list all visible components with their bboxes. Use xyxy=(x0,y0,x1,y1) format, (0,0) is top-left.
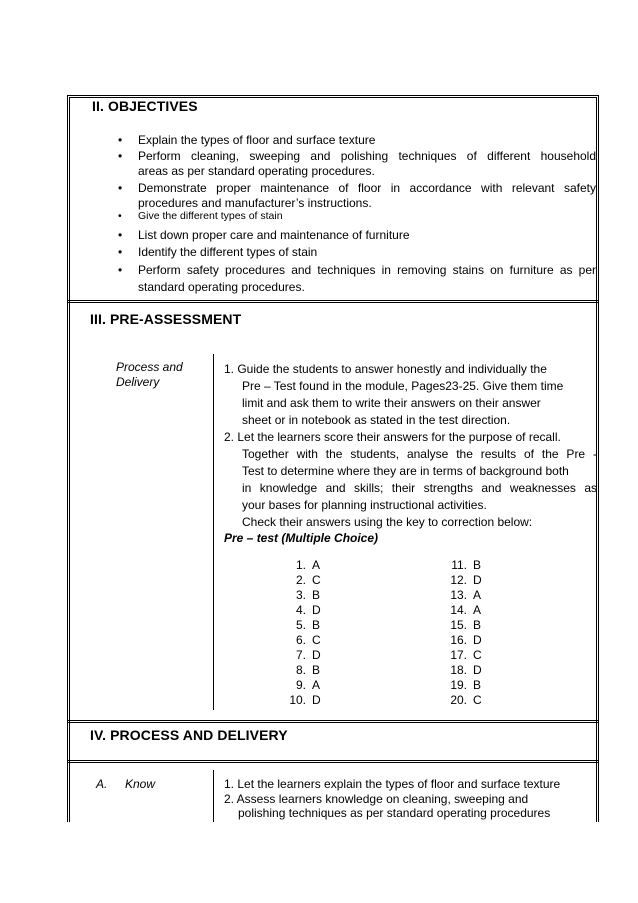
answer-item: 6. C xyxy=(295,633,321,647)
instruction-line: 1. Let the learners explain the types of floor and surface texture xyxy=(224,777,561,791)
row-divider xyxy=(67,300,599,303)
answer-item: 8. B xyxy=(295,663,321,677)
bullet-icon: • xyxy=(118,210,122,222)
instruction-line: sheet or in notebook as stated in the test direction. xyxy=(242,413,511,427)
answer-item: 15. B xyxy=(450,618,482,632)
instruction-line: Check their answers using the key to correction below: xyxy=(242,515,533,529)
instruction-line: polishing techniques as per standard operating procedures xyxy=(238,806,551,820)
list-item: • Perform safety procedures and techniques in removing stains on furniture as per xyxy=(118,263,596,277)
list-item: • Demonstrate proper maintenance of floor in accordance with relevant safety xyxy=(118,181,596,195)
bullet-icon: • xyxy=(118,149,123,163)
preassessment-heading: III. PRE-ASSESSMENT xyxy=(90,311,242,327)
instruction-line: limit and ask them to write their answers on their answer xyxy=(242,396,541,410)
objectives-heading: II. OBJECTIVES xyxy=(92,98,198,114)
pretest-title: Pre – test (Multiple Choice) xyxy=(224,531,379,545)
list-item: • Perform cleaning, sweeping and polishing techniques of different household xyxy=(118,149,596,163)
process-heading: IV. PROCESS AND DELIVERY xyxy=(90,727,288,743)
bullet-icon: • xyxy=(118,245,123,259)
bullet-icon: • xyxy=(118,228,123,242)
answer-item: 3. B xyxy=(295,588,321,602)
answer-item: 20. C xyxy=(450,693,482,707)
answer-item: 19. B xyxy=(450,678,482,692)
answer-item: 12. D xyxy=(450,573,482,587)
answer-item: 16. D xyxy=(450,633,482,647)
bullet-icon: • xyxy=(118,181,123,195)
instruction-line: 1. Guide the students to answer honestly and individually the xyxy=(224,362,547,376)
answer-item: 17. C xyxy=(450,648,482,662)
list-item: • Identify the different types of stain xyxy=(118,245,318,259)
answer-item: 10. D xyxy=(289,693,321,707)
answer-item: 1. A xyxy=(295,558,321,572)
row-divider xyxy=(67,720,599,723)
answer-item: 13. A xyxy=(450,588,482,602)
list-item: • List down proper care and maintenance of furniture xyxy=(118,228,410,242)
answer-item: 5. B xyxy=(295,618,321,632)
instruction-line: your bases for planning instructional activities. xyxy=(242,498,487,512)
process-delivery-label: Process and xyxy=(116,360,183,374)
answer-item: 2. C xyxy=(295,573,321,587)
answer-item: 14. A xyxy=(450,603,482,617)
instruction-line: Together with the students, analyse the results of the Pre - xyxy=(242,447,597,461)
answer-item: 9. A xyxy=(295,678,321,692)
answer-item: 7. D xyxy=(295,648,321,662)
list-item-continuation: standard operating procedures. xyxy=(138,280,305,294)
know-label-letter: A. xyxy=(96,777,108,791)
instruction-line: in knowledge and skills; their strengths and weaknesses as xyxy=(242,481,597,495)
column-divider xyxy=(213,354,214,710)
list-item-continuation: procedures and manufacturer’s instructions. xyxy=(138,196,372,210)
instruction-line: Pre – Test found in the module, Pages23-25. Give them time xyxy=(242,379,564,393)
answer-item: 18. D xyxy=(450,663,482,677)
process-delivery-label: Delivery xyxy=(116,375,160,389)
list-item: • Give the different types of stain xyxy=(118,210,283,222)
instruction-line: 2. Let the learners score their answers for the purpose of recall. xyxy=(224,430,561,444)
answer-item: 4. D xyxy=(295,603,321,617)
row-divider xyxy=(67,760,599,763)
column-divider xyxy=(213,770,214,822)
instruction-line: 2. Assess learners knowledge on cleaning, sweeping and xyxy=(224,792,529,806)
bullet-icon: • xyxy=(118,263,123,277)
bullet-icon: • xyxy=(118,133,123,147)
answer-item: 11. B xyxy=(451,558,482,572)
instruction-line: Test to determine where they are in terms of background both xyxy=(242,464,569,478)
know-label: Know xyxy=(125,777,156,791)
list-item-continuation: areas as per standard operating procedures. xyxy=(138,164,375,178)
list-item: • Explain the types of floor and surface texture xyxy=(118,133,376,147)
